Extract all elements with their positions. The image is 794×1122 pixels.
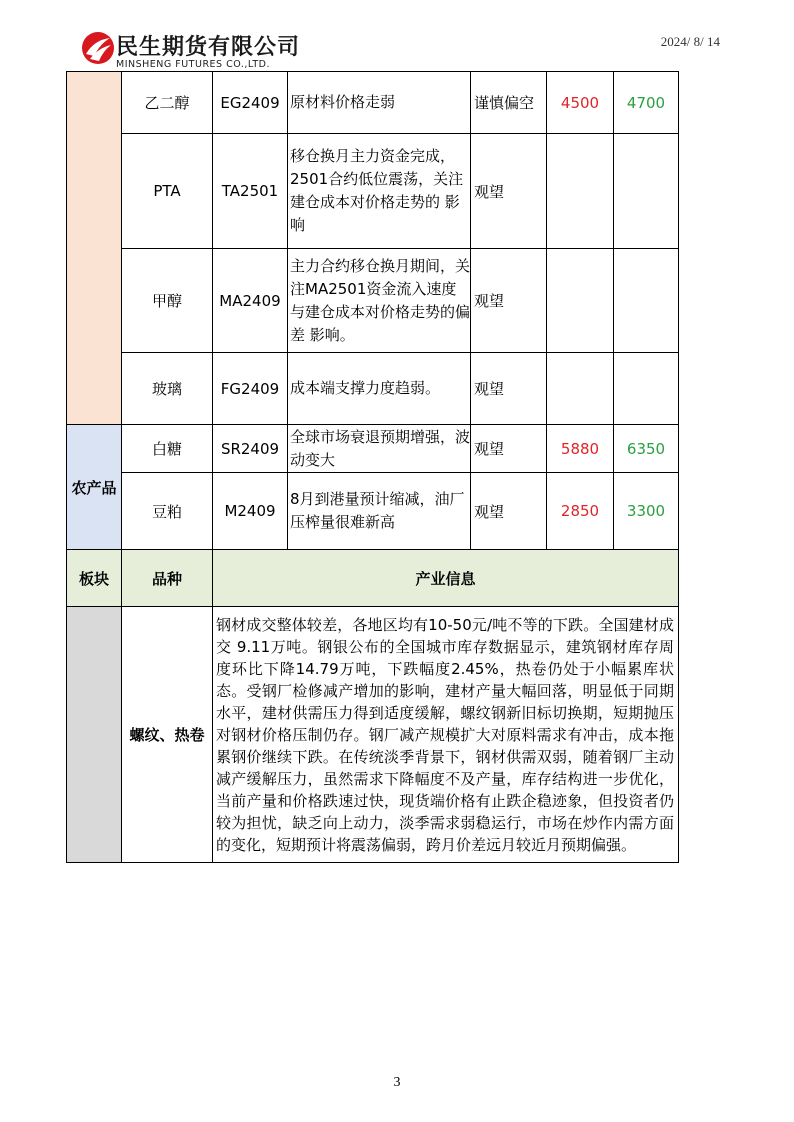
variety-name: 豆粕 bbox=[122, 473, 213, 550]
table-row bbox=[67, 353, 679, 425]
resistance-level: 6350 bbox=[614, 425, 679, 473]
logic-text: 全球市场衰退预期增强，波动变大 bbox=[288, 425, 471, 473]
industry-row-steel bbox=[67, 607, 679, 863]
contract-code: M2409 bbox=[213, 473, 288, 550]
view-text: 观望 bbox=[471, 353, 547, 425]
support-level bbox=[547, 249, 614, 353]
variety-name: 乙二醇 bbox=[122, 72, 213, 134]
logic-text: 移仓换月主力资金完成，2501合约低位震荡，关注建仓成本对价格走势的 影响 bbox=[288, 134, 471, 249]
page-number: 3 bbox=[393, 1075, 401, 1090]
support-level: 5880 bbox=[547, 425, 614, 473]
resistance-level: 3300 bbox=[614, 473, 679, 550]
sector-cell-black bbox=[67, 607, 122, 863]
table-row bbox=[67, 473, 679, 550]
strategy-table bbox=[66, 71, 679, 863]
view-text: 谨慎偏空 bbox=[471, 72, 547, 134]
sector-cell-chemicals bbox=[67, 72, 122, 425]
steel-industry-info: 钢材成交整体较差，各地区均有10-50元/吨不等的下跌。全国建材成交 9.11万吨。钢银公布的全国城市库存数据显示，建筑钢材库存周度环比下降14.79万吨，下跌幅度2.45%，热卷仍处于小幅累库状态。受钢厂检修减产增加的影响，建材产量大幅回落，明显低于同期水平，建材供需压力得到适度缓解，螺纹钢新旧标切换期，短期抛压对钢材价格压制仍存。钢厂减产规模扩大对原料需求有冲击，成本拖累钢价继续下跌。在传统淡季背景下，钢材供需双弱，随着钢厂主动减产缓解压力，虽然需求下降幅度不及产量，库存结构进一步优化，当前产量和价格跌速过快，现货端价格有止跌企稳迹象，但投资者仍较为担忧，缺乏向上动力，淡季需求弱稳运行，市场在炒作内需方面的变化，短期预计将震荡偏弱，跨月价差远月较近月预期偏强。 bbox=[213, 607, 679, 863]
table-row bbox=[67, 72, 679, 134]
contract-code: SR2409 bbox=[213, 425, 288, 473]
sector-header: 板块 bbox=[67, 550, 122, 607]
view-text: 观望 bbox=[471, 425, 547, 473]
industry-header-row bbox=[67, 550, 679, 607]
view-text: 观望 bbox=[471, 134, 547, 249]
support-level: 4500 bbox=[547, 72, 614, 134]
table-row bbox=[67, 249, 679, 353]
steel-variety-name: 螺纹、热卷 bbox=[122, 607, 213, 863]
logic-text: 主力合约移仓换月期间，关注MA2501资金流入速度与建仓成本对价格走势的偏差 影响。 bbox=[288, 249, 471, 353]
support-level bbox=[547, 353, 614, 425]
view-text: 观望 bbox=[471, 249, 547, 353]
variety-header: 品种 bbox=[122, 550, 213, 607]
contract-code: TA2501 bbox=[213, 134, 288, 249]
sector-cell-agriculture: 农产品 bbox=[67, 425, 122, 550]
minsheng-logo-icon bbox=[80, 30, 116, 66]
table-row bbox=[67, 425, 679, 473]
resistance-level bbox=[614, 353, 679, 425]
table-row bbox=[67, 134, 679, 249]
variety-name: 玻璃 bbox=[122, 353, 213, 425]
company-name-cn: 民生期货有限公司 bbox=[116, 35, 301, 60]
support-level bbox=[547, 134, 614, 249]
view-text: 观望 bbox=[471, 473, 547, 550]
support-level: 2850 bbox=[547, 473, 614, 550]
variety-name: 白糖 bbox=[122, 425, 213, 473]
logic-text: 8月到港量预计缩减，油厂压榨量很难新高 bbox=[288, 473, 471, 550]
contract-code: FG2409 bbox=[213, 353, 288, 425]
industry-info-header: 产业信息 bbox=[213, 550, 679, 607]
report-date: 2024/ 8/ 14 bbox=[660, 34, 720, 49]
variety-name: 甲醇 bbox=[122, 249, 213, 353]
contract-code: EG2409 bbox=[213, 72, 288, 134]
resistance-level bbox=[614, 134, 679, 249]
resistance-level bbox=[614, 249, 679, 353]
contract-code: MA2409 bbox=[213, 249, 288, 353]
logic-text: 原材料价格走弱 bbox=[288, 72, 471, 134]
page-header bbox=[80, 28, 720, 72]
variety-name: PTA bbox=[122, 134, 213, 249]
company-name-en: MINSHENG FUTURES CO.,LTD. bbox=[116, 59, 270, 70]
resistance-level: 4700 bbox=[614, 72, 679, 134]
logic-text: 成本端支撑力度趋弱。 bbox=[288, 353, 471, 425]
